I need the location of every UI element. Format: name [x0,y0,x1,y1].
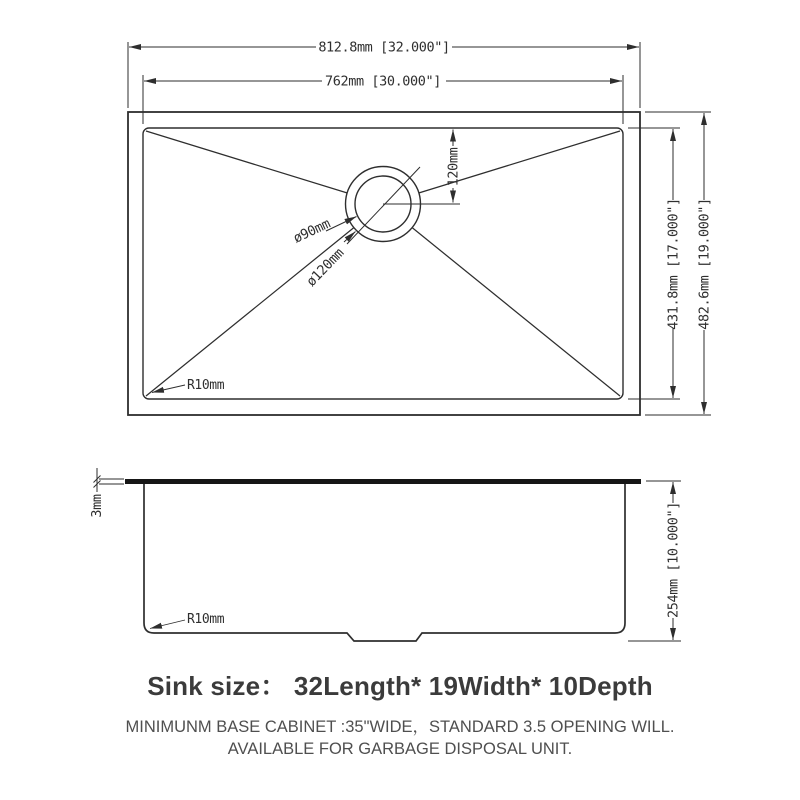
drain-inner-dia-label: ø90mm [290,215,333,247]
side-view [89,468,682,641]
dim-height-inner [628,128,682,399]
dim-height-outer-label: 482.6mm [19.000"] [696,198,713,330]
dim-rim-thickness [89,468,124,518]
dim-drain-offset-label: 120mm [445,147,462,187]
dim-width-inner [143,74,623,125]
cabinet-note-line1: MINIMUNM BASE CABINET :35"WIDE，STANDARD 3.5 OPENING WILL. [125,718,675,736]
corner-radius-callout-side [150,612,225,629]
dim-depth-label: 254mm [10.000"] [665,502,682,618]
dim-rim-thickness-label: 3mm [89,494,105,518]
sink-rim-profile [125,479,641,484]
drain-outer-dia-label: ø120mm [303,245,348,290]
corner-radius-callout-top [152,378,225,393]
caption-block [0,666,800,760]
sink-size-title: Sink size： 32Length* 19Width* 10Depth [147,671,653,701]
top-view [128,40,713,416]
dim-height-inner-label: 431.8mm [17.000"] [665,198,682,330]
dim-width-inner-label: 762mm [30.000"] [325,73,441,90]
dim-width-outer-label: 812.8mm [32.000"] [318,39,450,56]
dim-depth [628,481,682,641]
dim-drain-offset [446,130,462,203]
corner-radius-label-top: R10mm [187,378,225,393]
corner-radius-label-side: R10mm [187,612,225,627]
sink-outer-rim-rect [128,112,640,415]
cabinet-note-line2: AVAILABLE FOR GARBAGE DISPOSAL UNIT. [227,740,573,759]
